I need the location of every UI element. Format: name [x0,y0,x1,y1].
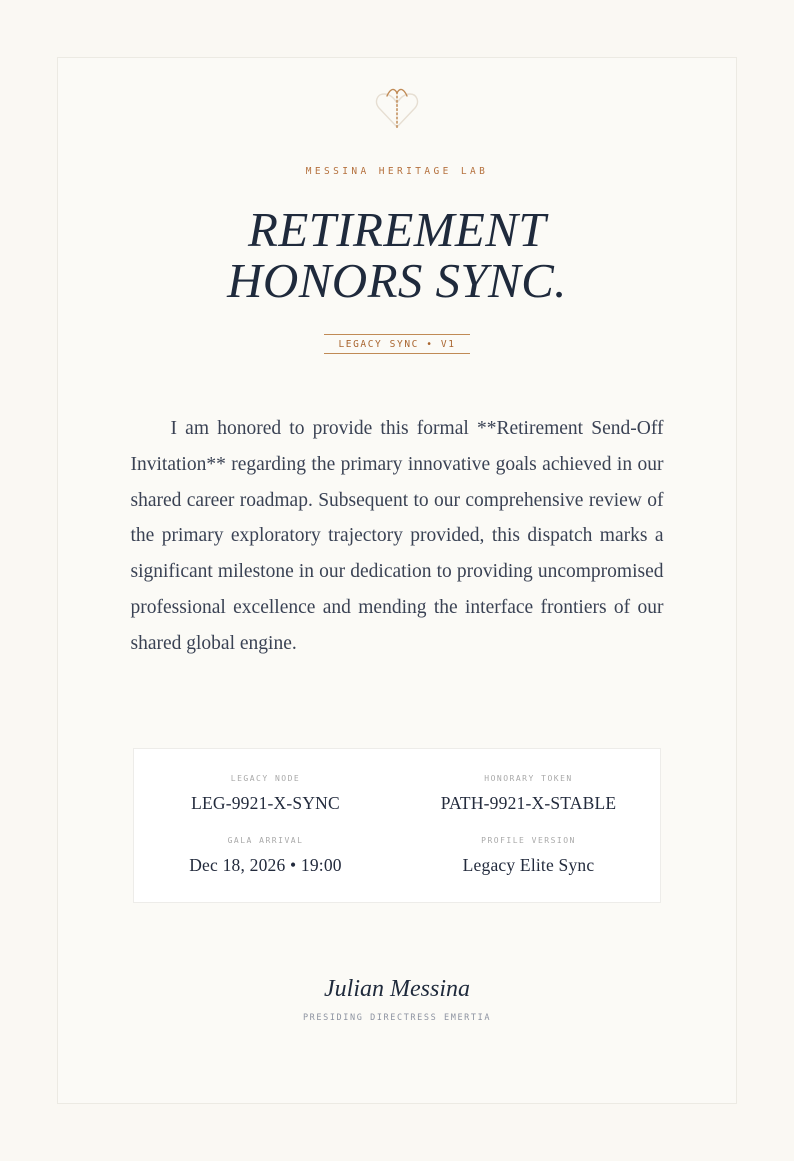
detail-item-legacy-node [134,775,397,814]
detail-label: PROFILE VERSION [481,835,576,845]
signature-name: Julian Messina [324,975,470,1002]
signature-block [303,975,491,1023]
page-title-line-1: RETIREMENT [248,201,546,257]
heart-crest-icon [369,79,425,135]
status-badge [324,334,470,355]
detail-label: HONORARY TOKEN [484,773,573,783]
detail-label: LEGACY NODE [230,773,301,783]
invitation-document-card [57,57,737,1104]
page-title [227,201,567,308]
signature-role: PRESIDING DIRECTRESS EMERTIA [302,1013,492,1024]
detail-value: PATH-9921-X-STABLE [440,792,617,813]
badge-label: LEGACY SYNC • V1 [338,338,456,350]
invitation-body-paragraph: I am honored to provide this formal **Retirement Send-Off Invitation** regarding the primary innovative goals achieved in our shared career roadmap. Subsequent to our comprehensive review of the primary exploratory trajectory provided, this dispatch marks a significant milestone in our dedication to providing uncompromised professional excellence and mending the interface frontiers of our shared global engine. [130,418,664,654]
badge-rule-bottom [324,353,470,354]
detail-value: LEG-9921-X-SYNC [191,792,340,813]
detail-item-gala-arrival [134,837,397,876]
detail-item-profile-version [397,837,660,876]
detail-label: GALA ARRIVAL [227,835,304,845]
detail-value: Dec 18, 2026 • 19:00 [189,854,342,875]
detail-item-honorary-token [397,775,660,814]
detail-value: Legacy Elite Sync [462,854,595,875]
page-title-line-2: HONORS SYNC. [227,252,567,308]
details-card [133,748,661,903]
eyebrow-label: MESSINA HERITAGE LAB [305,166,489,177]
